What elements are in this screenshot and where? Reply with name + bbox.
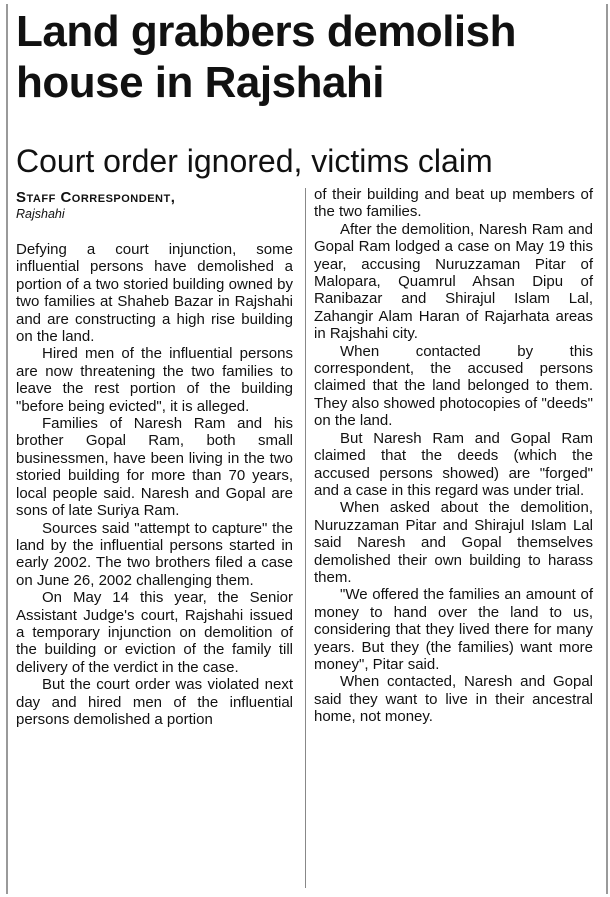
dateline: Rajshahi xyxy=(16,207,65,221)
headline xyxy=(16,6,601,108)
byline: Staff Correspondent, xyxy=(16,189,176,206)
paragraph: Hired men of the influential persons are now threatening the two families to leave the rest portion of the building "before being evicted", it is alleged. xyxy=(16,345,293,415)
paragraph-continuation: of their building and beat up members of the two families. xyxy=(314,186,593,221)
paragraph: But the court order was violated next day and hired men of the influential persons demolished a portion xyxy=(16,676,293,728)
left-border-rule xyxy=(6,4,8,894)
paragraph: After the demolition, Naresh Ram and Gopal Ram lodged a case on May 19 this year, accusing Nuruzzaman Pitar of Malopara, Quamrul Ahsan Dipu of Ranibazar and Shirajul Islam Lal, Zahangir Alam Haran of Rajarhata areas in Rajshahi city. xyxy=(314,220,593,343)
article-column-2 xyxy=(314,186,593,726)
article-column-1 xyxy=(16,241,293,728)
paragraph: On May 14 this year, the Senior Assistant Judge's court, Rajshahi issued a temporary injunction on demolition of the building or eviction of the family till delivery of the verdict in the case. xyxy=(16,589,293,676)
right-border-rule xyxy=(606,4,608,894)
paragraph: When contacted, Naresh and Gopal said they want to live in their ancestral home, not money. xyxy=(314,673,593,726)
headline-line-2: house in Rajshahi xyxy=(16,58,385,107)
paragraph: Families of Naresh Ram and his brother Gopal Ram, both small businessmen, have been living in the two storied building for more than 70 years, local people said. Naresh and Gopal are sons of late Suriya Ram. xyxy=(16,415,293,520)
paragraph: Sources said "attempt to capture" the land by the influential persons started in early 2002. The two brothers filed a case on June 26, 2002 challenging them. xyxy=(16,519,293,589)
paragraph: "We offered the families an amount of money to hand over the land to us, considering that they lived there for many years. But they (the families) want more money", Pitar said. xyxy=(314,586,593,673)
headline-line-1: Land grabbers demolish xyxy=(16,7,516,56)
paragraph: When contacted by this correspondent, the accused persons claimed that the land belonged to them. They also showed photocopies of "deeds" on the land. xyxy=(314,342,593,430)
paragraph: When asked about the demolition, Nuruzzaman Pitar and Shirajul Islam Lal said Naresh and Gopal themselves demolished their own building to harass them. xyxy=(314,499,593,586)
column-divider xyxy=(305,188,306,888)
subheadline: Court order ignored, victims claim xyxy=(16,143,493,179)
paragraph: Defying a court injunction, some influential persons have demolished a portion of a two storied building owned by two families at Shaheb Bazar in Rajshahi and are constructing a high rise building on the land. xyxy=(16,241,293,346)
paragraph: But Naresh Ram and Gopal Ram claimed that the deeds (which the accused persons showed) are "forged" and a case in this regard was under trial. xyxy=(314,429,593,499)
